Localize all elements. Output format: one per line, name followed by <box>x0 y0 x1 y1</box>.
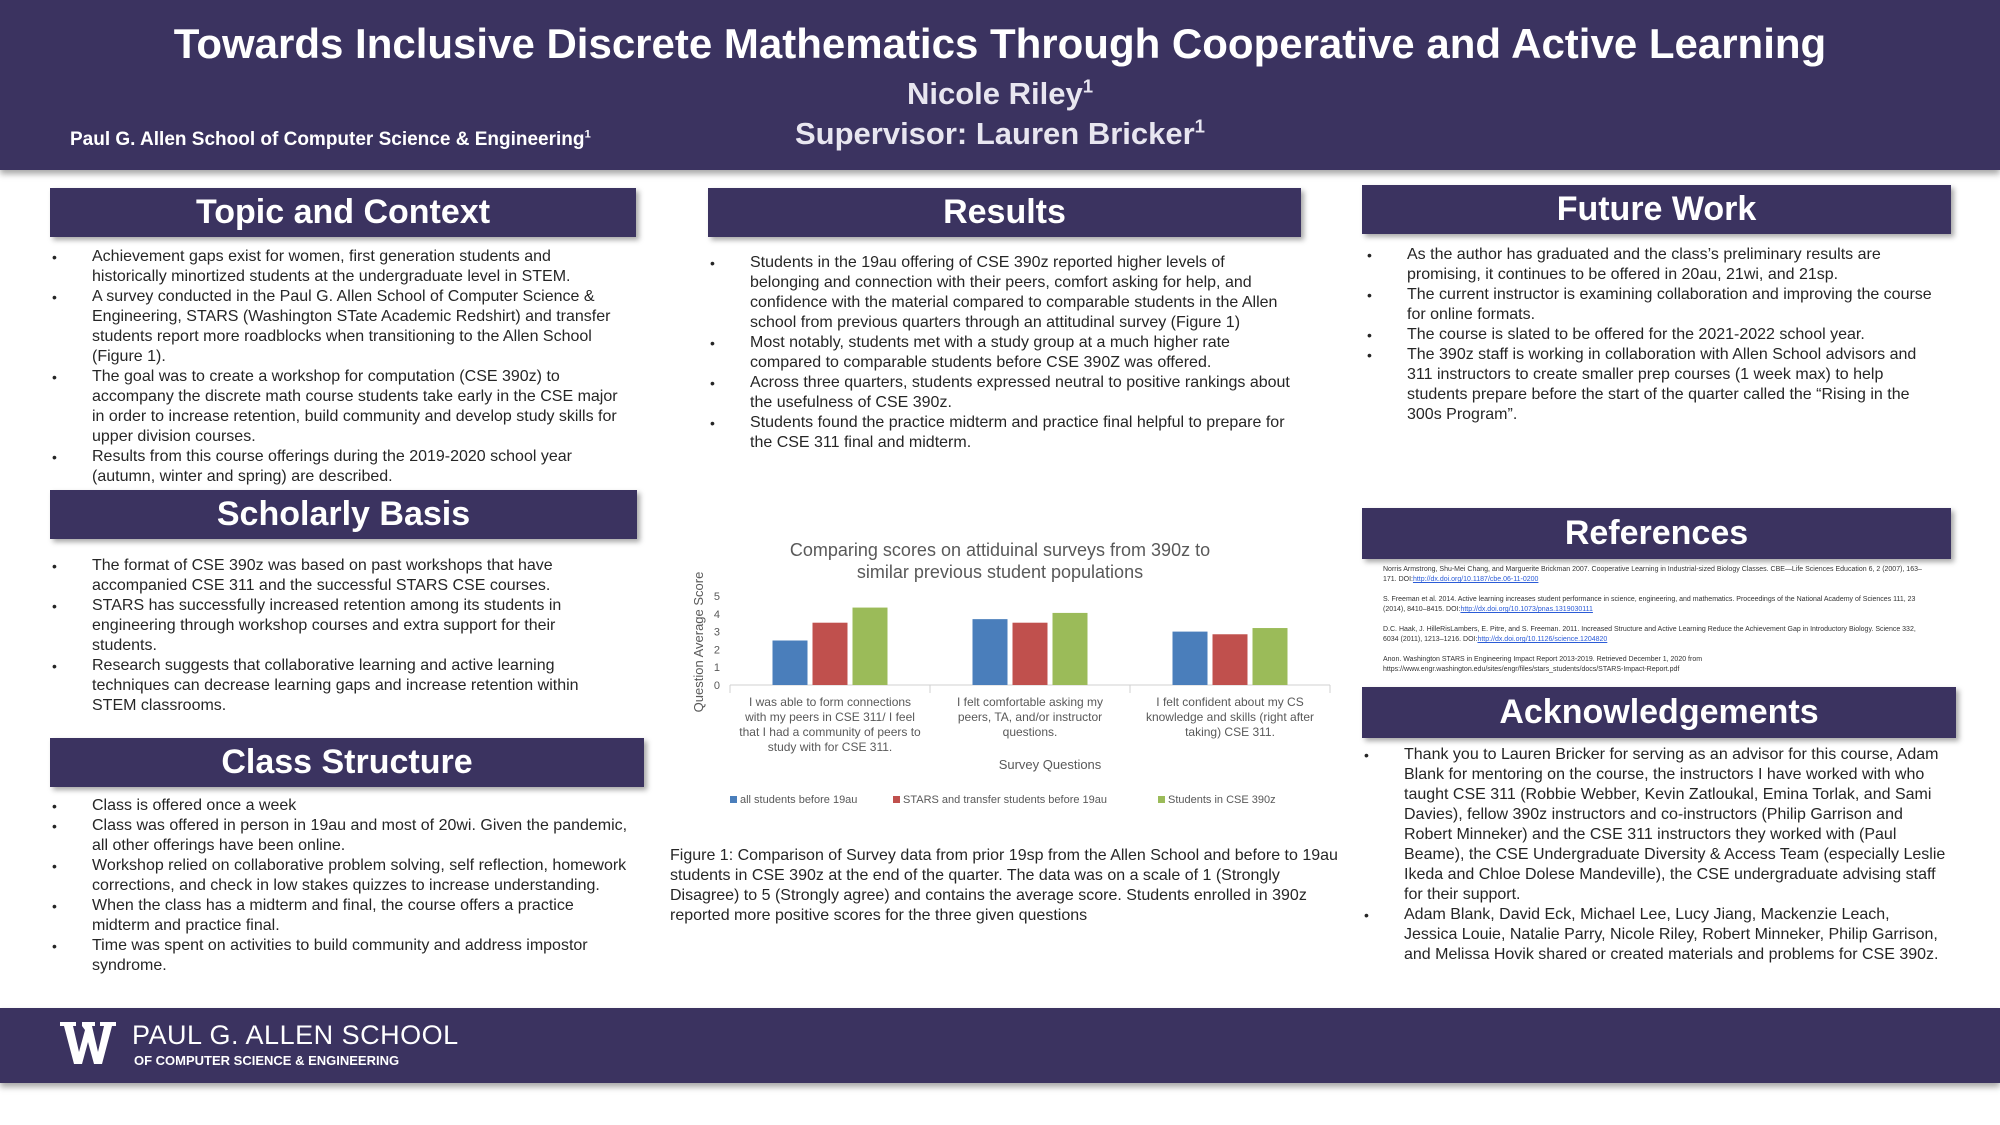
class-structure-list <box>50 796 630 976</box>
legend-label: STARS and transfer students before 19au <box>903 794 1108 806</box>
list-item: • Students in the 19au offering of CSE 390z reported higher levels of belonging and connection with their peers, comfort asking for help, and confidence with the material compared to comparable students in the Allen school from previous quarters through an attitudinal survey (Figure 1) <box>708 253 1293 333</box>
topic-list <box>50 247 630 487</box>
reference-item <box>1383 595 1931 615</box>
category-label: I was able to form connections <box>748 695 912 709</box>
author-name <box>0 76 2000 112</box>
category-label: I felt comfortable asking my <box>956 695 1104 709</box>
poster-title: Towards Inclusive Discrete Mathematics Through Cooperative and Active Learning <box>173 20 1827 67</box>
scholarly-list <box>50 556 620 716</box>
references-heading <box>1362 508 1951 559</box>
bar <box>1253 628 1288 685</box>
list-item: • Time was spent on activities to build community and address impostor syndrome. <box>50 936 630 976</box>
reference-text: Anon. Washington STARS in Engineering Impact Report 2013-2019. Retrieved December 1, 2020 from https://www.engr.washington.edu/sites/engr/files/stars_students/docs/STARS-Impact-Report.pdf <box>1383 656 1703 673</box>
list-item: • The current instructor is examining collaboration and improving the course for online formats. <box>1365 285 1945 325</box>
bar <box>1013 623 1048 685</box>
category-label: knowledge and skills (right after <box>1145 710 1315 724</box>
affiliation-text: Paul G. Allen School of Computer Science & Engineering <box>70 129 585 150</box>
reference-text: D.C. Haak, J. HilleRisLambers, E. Pitre, and S. Freeman. 2011. Increased Structure and Active Learning Reduce the Achievement Gap in Introductory Biology. Science 332, 6034 (2011), 1213–1216. DOI: <box>1383 626 1916 643</box>
reference-text: S. Freeman et al. 2014. Active learning increases student performance in science, engineering, and mathematics. Proceedings of the National Academy of Sciences 111, 23 (2014), 8410–8415. DOI: <box>1383 596 1916 613</box>
category-label: I felt confident about my CS <box>1156 695 1304 709</box>
list-item: • Workshop relied on collaborative problem solving, self reflection, homework corrections, and check in low stakes quizzes to increase understanding. <box>50 856 630 896</box>
bar <box>1053 613 1088 685</box>
category-label: with my peers in CSE 311/ I feel <box>745 710 915 724</box>
legend-label: Students in CSE 390z <box>1168 794 1276 806</box>
list-item: • Research suggests that collaborative learning and active learning techniques can decrease learning gaps and increase retention within STEM classrooms. <box>50 656 620 716</box>
list-item: • Class is offered once a week <box>50 796 630 816</box>
legend-swatch <box>1158 796 1165 803</box>
list-item: • Thank you to Lauren Bricker for serving as an advisor for this course, Adam Blank for mentoring on the course, the instructors I have worked with who taught CSE 311 (Robbie Webber, Kevin Zatloukal, Emina Torlak, and Sami Davies), fellow 390z instructors and co-instructors (Philip Garrison and Robert Minneker) and the CSE 311 instructors they worked with (Paul Beame), the CSE Undergraduate Diversity & Access Team (especially Leslie Ikeda and Chloe Dolese Mandeville), the CSE undergraduate advising staff for their support. <box>1362 745 1947 905</box>
reference-item <box>1383 655 1931 675</box>
topic-heading <box>50 188 636 237</box>
list-item: • When the class has a midterm and final, the course offers a practice midterm and practice final. <box>50 896 630 936</box>
reference-link[interactable]: http://dx.doi.org/10.1126/science.1204820 <box>1477 636 1608 643</box>
acknowledgements-list <box>1362 745 1947 965</box>
list-item: • Results from this course offerings during the 2019-2020 school year (autumn, winter and spring) are described. <box>50 447 630 487</box>
results-list <box>708 253 1293 453</box>
reference-link[interactable]: http://dx.doi.org/10.1187/cbe.06-11-0200 <box>1412 576 1539 583</box>
class-structure-heading <box>50 738 644 787</box>
list-item: • Most notably, students met with a study group at a much higher rate compared to comparable students before CSE 390Z was offered. <box>708 333 1293 373</box>
bar <box>973 619 1008 685</box>
bar <box>773 641 808 686</box>
affiliation <box>70 129 591 151</box>
list-item: • Adam Blank, David Eck, Michael Lee, Lucy Jiang, Mackenzie Leach, Jessica Louie, Natalie Parry, Nicole Riley, Robert Minneker, Philip Garrison, and Melissa Hovik shared or created materials and problems for CSE 390z. <box>1362 905 1947 965</box>
reference-link[interactable]: http://dx.doi.org/10.1073/pnas.1319030111 <box>1460 606 1593 613</box>
y-tick-label: 1 <box>713 662 720 675</box>
results-heading-text: Results <box>943 193 1066 231</box>
chart-title: Comparing scores on attiduinal surveys from 390z to <box>789 540 1211 560</box>
acknowledgements-heading <box>1362 687 1956 738</box>
bar <box>853 608 888 685</box>
future-work-list <box>1365 245 1945 425</box>
list-item: • The 390z staff is working in collaboration with Allen School advisors and 311 instructors to create smaller prep courses (1 week max) to help students prepare before the start of the quarter called the “Rising in the 300s Program”. <box>1365 345 1945 425</box>
category-label: peers, TA, and/or instructor <box>957 710 1103 724</box>
survey-chart-svg <box>680 530 1340 820</box>
y-tick-label: 3 <box>713 626 720 639</box>
survey-chart <box>680 530 1340 820</box>
poster-header <box>0 0 2000 170</box>
list-item: • Students found the practice midterm and practice final helpful to prepare for the CSE 311 final and midterm. <box>708 413 1293 453</box>
results-heading <box>708 188 1301 237</box>
category-label: study with for CSE 311. <box>767 740 893 754</box>
list-item: • Achievement gaps exist for women, first generation students and historically minortized students at the undergraduate level in STEM. <box>50 247 630 287</box>
list-item: • The format of CSE 390z was based on past workshops that have accompanied CSE 311 and the successful STARS CSE courses. <box>50 556 620 596</box>
topic-heading-text: Topic and Context <box>195 193 491 231</box>
future-work-heading <box>1362 185 1951 234</box>
supervisor-sup: 1 <box>1194 115 1206 137</box>
legend-swatch <box>730 796 737 803</box>
bar <box>1213 634 1248 685</box>
chart-title: similar previous student populations <box>856 562 1144 582</box>
logo-line2: OF COMPUTER SCIENCE & ENGINEERING <box>134 1053 400 1068</box>
acknowledgements-heading-text: Acknowledgements <box>1499 693 1819 731</box>
future-work-heading-text: Future Work <box>1556 190 1757 228</box>
y-tick-label: 5 <box>713 591 720 603</box>
poster-footer <box>0 1008 2000 1083</box>
x-axis-label: Survey Questions <box>998 757 1102 772</box>
y-tick-label: 0 <box>713 680 720 692</box>
scholarly-heading <box>50 490 637 539</box>
list-item: • Class was offered in person in 19au and most of 20wi. Given the pandemic, all other offerings have been online. <box>50 816 630 856</box>
list-item: • The goal was to create a workshop for computation (CSE 390z) to accompany the discrete math course students take early in the CSE major in order to increase retention, build community and develop study skills for upper division courses. <box>50 367 630 447</box>
list-item: • The course is slated to be offered for the 2021-2022 school year. <box>1365 325 1945 345</box>
bar <box>1173 632 1208 685</box>
author-sup: 1 <box>1082 75 1094 97</box>
list-item: • As the author has graduated and the class’s preliminary results are promising, it continues to be offered in 20au, 21wi, and 21sp. <box>1365 245 1945 285</box>
category-label: that I had a community of peers to <box>739 725 921 739</box>
bar <box>813 623 848 685</box>
category-label: questions. <box>1002 725 1058 739</box>
category-label: taking) CSE 311. <box>1185 725 1275 739</box>
uw-w-logo-icon <box>60 1020 116 1066</box>
legend-label: all students before 19au <box>740 794 858 806</box>
figure-caption: Figure 1: Comparison of Survey data from prior 19sp from the Allen School and before to 19au students in CSE 390z at the end of the quarter. The data was on a scale of 1 (Strongly Disagree) to 5 (Strongly agree) and contains the average score. Students enrolled in 390z reported more positive scores for the three given questions <box>670 847 1338 924</box>
reference-item <box>1383 625 1931 645</box>
reference-text: Norris Armstrong, Shu-Mei Chang, and Marguerite Brickman 2007. Cooperative Learning in Industrial-sized Biology Classes. CBE—Life Sciences Education 6, 2 (2007), 163–171. DOI: <box>1383 566 1922 583</box>
scholarly-heading-text: Scholarly Basis <box>216 495 471 533</box>
y-tick-label: 2 <box>713 644 720 657</box>
supervisor-text: Supervisor: Lauren Bricker <box>794 116 1195 151</box>
affiliation-sup: 1 <box>584 128 591 141</box>
class-structure-heading-text: Class Structure <box>221 743 473 781</box>
author-text: Nicole Riley <box>906 76 1083 111</box>
logo-line1: PAUL G. ALLEN SCHOOL <box>132 1020 459 1050</box>
references-list <box>1383 565 1931 685</box>
list-item: • Across three quarters, students expressed neutral to positive rankings about the usefulness of CSE 390z. <box>708 373 1293 413</box>
references-heading-text: References <box>1564 514 1749 552</box>
list-item: • STARS has successfully increased retention among its students in engineering through workshop courses and extra support for their students. <box>50 596 620 656</box>
list-item: • A survey conducted in the Paul G. Allen School of Computer Science & Engineering, STARS (Washington STate Academic Redshirt) and transfer students report more roadblocks when transitioning to the Allen School (Figure 1). <box>50 287 630 367</box>
legend-swatch <box>893 796 900 803</box>
y-axis-label: Question Average Score <box>691 571 706 713</box>
reference-item <box>1383 565 1931 585</box>
y-tick-label: 4 <box>713 608 720 621</box>
